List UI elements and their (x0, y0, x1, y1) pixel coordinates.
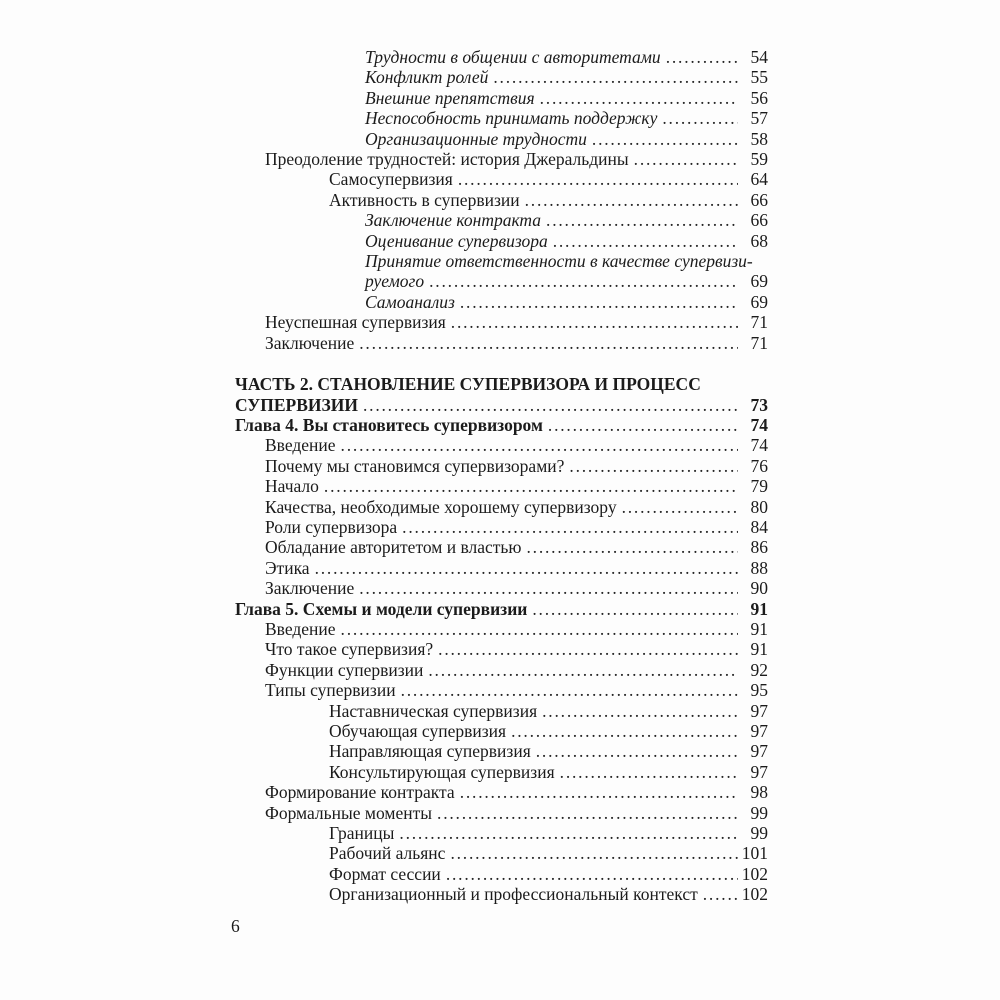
toc-entry-title: Качества, необходимые хорошему супервизору (265, 496, 617, 517)
dot-leader (460, 782, 738, 802)
toc-entry (235, 333, 768, 353)
toc-entry (235, 395, 768, 415)
dot-leader (511, 721, 738, 741)
dot-leader (622, 497, 738, 517)
toc-entry (235, 149, 768, 169)
toc-entry-page: 91 (750, 598, 768, 619)
toc-entry-page: 97 (750, 721, 768, 741)
toc-entry-page: 88 (750, 557, 768, 578)
toc-entry-page: 84 (750, 516, 768, 537)
toc-entry-page: 90 (750, 578, 768, 599)
dot-leader (451, 312, 738, 332)
dot-leader (324, 476, 738, 496)
toc-entry (235, 456, 768, 476)
toc-entry-page: 74 (750, 414, 768, 435)
toc-entry-page: 57 (750, 108, 768, 129)
toc-entry-page: 71 (750, 332, 768, 353)
table-of-contents (235, 47, 768, 905)
dot-leader (526, 537, 738, 557)
toc-entry-page: 64 (750, 169, 768, 190)
toc-entry (235, 721, 768, 741)
toc-entry-page: 66 (750, 210, 768, 231)
toc-entry-page: 98 (750, 782, 768, 803)
toc-entry-title: Границы (329, 823, 395, 844)
dot-leader (634, 149, 738, 169)
toc-entry-title: Оценивание супервизора (365, 230, 548, 251)
toc-entry (235, 741, 768, 761)
toc-entry-title: Формальные моменты (265, 802, 433, 823)
toc-entry-page: 55 (750, 67, 768, 88)
dot-leader (493, 67, 738, 87)
dot-leader (402, 517, 738, 537)
toc-entry (235, 864, 768, 884)
toc-entry-page: 97 (750, 761, 768, 782)
dot-leader (458, 169, 738, 189)
toc-entry-page: 71 (750, 312, 768, 333)
toc-entry-title: руемого (365, 271, 425, 292)
toc-entry-title: Принятие ответственности в качестве супервизи- (365, 251, 753, 272)
dot-leader (437, 803, 738, 823)
toc-entry-title: Наставническая супервизия (329, 700, 538, 721)
toc-entry (235, 762, 768, 782)
toc-entry (235, 108, 768, 128)
toc-entry-title: Конфликт ролей (365, 67, 489, 88)
toc-entry-title: Организационный и профессиональный контекст (329, 884, 698, 905)
toc-entry-page: 56 (750, 87, 768, 108)
dot-leader (662, 108, 738, 128)
toc-entry (235, 782, 768, 802)
dot-leader (569, 456, 738, 476)
dot-leader (540, 88, 738, 108)
toc-entry (235, 67, 768, 87)
toc-entry-title: Глава 5. Схемы и модели супервизии (235, 598, 528, 619)
toc-entry-page: 80 (750, 496, 768, 517)
toc-entry-page: 76 (750, 455, 768, 476)
toc-entry-title: Рабочий альянс (329, 843, 446, 864)
toc-entry (235, 210, 768, 230)
toc-entry (235, 578, 768, 598)
toc-entry-title: Активность в супервизии (329, 189, 520, 210)
toc-entry-title: Начало (265, 476, 319, 497)
toc-entry-title: СУПЕРВИЗИИ (235, 394, 358, 415)
dot-leader (428, 660, 738, 680)
toc-entry (235, 680, 768, 700)
toc-entry (235, 823, 768, 843)
toc-entry-title: Введение (265, 435, 336, 456)
toc-entry-page: 58 (750, 128, 768, 149)
toc-entry-title: Что такое супервизия? (265, 639, 434, 660)
toc-entry-title: Неуспешная супервизия (265, 312, 446, 333)
dot-leader (548, 415, 738, 435)
toc-entry (235, 843, 768, 863)
dot-leader (341, 619, 738, 639)
toc-entry-page: 101 (741, 843, 768, 864)
dot-leader (525, 190, 738, 210)
toc-entry-title: Введение (265, 618, 336, 639)
dot-leader (532, 599, 738, 619)
dot-leader (666, 47, 738, 67)
toc-entry-title: Заключение (265, 578, 355, 599)
toc-entry (235, 497, 768, 517)
dot-leader (359, 578, 738, 598)
dot-leader (399, 823, 738, 843)
toc-entry-title: Этика (265, 557, 310, 578)
toc-entry-title: Организационные трудности (365, 128, 587, 149)
toc-entry-page: 92 (750, 659, 768, 680)
toc-entry-page: 91 (750, 639, 768, 660)
dot-leader (542, 701, 738, 721)
toc-entry (235, 701, 768, 721)
dot-leader (315, 558, 738, 578)
toc-entry-title: ЧАСТЬ 2. СТАНОВЛЕНИЕ СУПЕРВИЗОРА И ПРОЦЕСС (235, 374, 701, 395)
toc-entry-title: Глава 4. Вы становитесь супервизором (235, 414, 543, 435)
toc-entry-page: 91 (750, 618, 768, 639)
dot-leader (450, 843, 738, 863)
toc-entry-title: Самосупервизия (329, 169, 453, 190)
toc-entry-page: 68 (750, 230, 768, 251)
dot-leader (341, 435, 738, 455)
dot-leader (560, 762, 738, 782)
toc-entry-page: 73 (750, 394, 768, 415)
toc-entry (235, 169, 768, 189)
toc-entry (235, 292, 768, 312)
toc-entry (235, 47, 768, 67)
toc-entry-page: 79 (750, 476, 768, 497)
dot-leader (553, 231, 738, 251)
toc-entry (235, 415, 768, 435)
toc-entry-page: 99 (750, 802, 768, 823)
dot-leader (536, 741, 738, 761)
toc-entry-title: Заключение (265, 332, 355, 353)
dot-leader (446, 864, 738, 884)
toc-entry-page: 97 (750, 741, 768, 762)
toc-entry-page: 86 (750, 537, 768, 558)
toc-entry-title: Обладание авторитетом и властью (265, 537, 522, 558)
dot-leader (363, 395, 738, 415)
toc-entry (235, 537, 768, 557)
toc-entry (235, 599, 768, 619)
toc-entry-page: 66 (750, 189, 768, 210)
toc-entry-page: 59 (750, 149, 768, 170)
toc-entry (235, 251, 768, 271)
dot-leader (703, 884, 738, 904)
toc-entry (235, 558, 768, 578)
toc-entry-title: Обучающая супервизия (329, 721, 507, 741)
toc-entry (235, 639, 768, 659)
toc-entry (235, 312, 768, 332)
toc-entry (235, 129, 768, 149)
toc-entry-title: Формат сессии (329, 863, 441, 884)
toc-entry-title: Внешние препятствия (365, 87, 535, 108)
toc-entry-title: Преодоление трудностей: история Джеральдины (265, 149, 629, 170)
toc-entry-title: Роли супервизора (265, 516, 398, 537)
dot-leader (460, 292, 738, 312)
dot-leader (438, 639, 738, 659)
toc-entry-page: 69 (750, 291, 768, 312)
toc-entry (235, 619, 768, 639)
toc-entry-title: Направляющая супервизия (329, 741, 531, 762)
dot-leader (546, 210, 738, 230)
toc-entry-page: 69 (750, 271, 768, 292)
toc-entry-page: 74 (750, 435, 768, 456)
toc-entry-title: Неспособность принимать поддержку (365, 108, 658, 129)
toc-entry (235, 271, 768, 291)
toc-entry-title: Трудности в общении с авторитетами (365, 47, 661, 67)
toc-entry (235, 517, 768, 537)
dot-leader (429, 271, 738, 291)
dot-leader (359, 333, 738, 353)
toc-entry (235, 190, 768, 210)
toc-entry (235, 476, 768, 496)
toc-entry (235, 803, 768, 823)
toc-entry-page: 95 (750, 680, 768, 701)
toc-entry (235, 660, 768, 680)
toc-entry-title: Самоанализ (365, 291, 455, 312)
toc-entry (235, 884, 768, 904)
toc-entry-page: 102 (741, 863, 768, 884)
toc-entry-title: Консультирующая супервизия (329, 761, 555, 782)
toc-entry (235, 231, 768, 251)
toc-entry-title: Почему мы становимся супервизорами? (265, 455, 565, 476)
toc-entry-title: Функции супервизии (265, 659, 424, 680)
toc-entry (235, 435, 768, 455)
toc-entry-title: Заключение контракта (365, 210, 542, 231)
dot-leader (401, 680, 738, 700)
toc-entry (235, 374, 768, 394)
toc-entry-page: 54 (750, 47, 768, 67)
toc-entry-page: 102 (741, 884, 768, 905)
toc-entry-title: Типы супервизии (265, 680, 396, 701)
toc-entry (235, 88, 768, 108)
toc-entry-page: 97 (750, 700, 768, 721)
footer-page-number: 6 (231, 916, 240, 936)
toc-entry-title: Формирование контракта (265, 782, 455, 803)
dot-leader (592, 129, 738, 149)
toc-entry-page: 99 (750, 823, 768, 844)
